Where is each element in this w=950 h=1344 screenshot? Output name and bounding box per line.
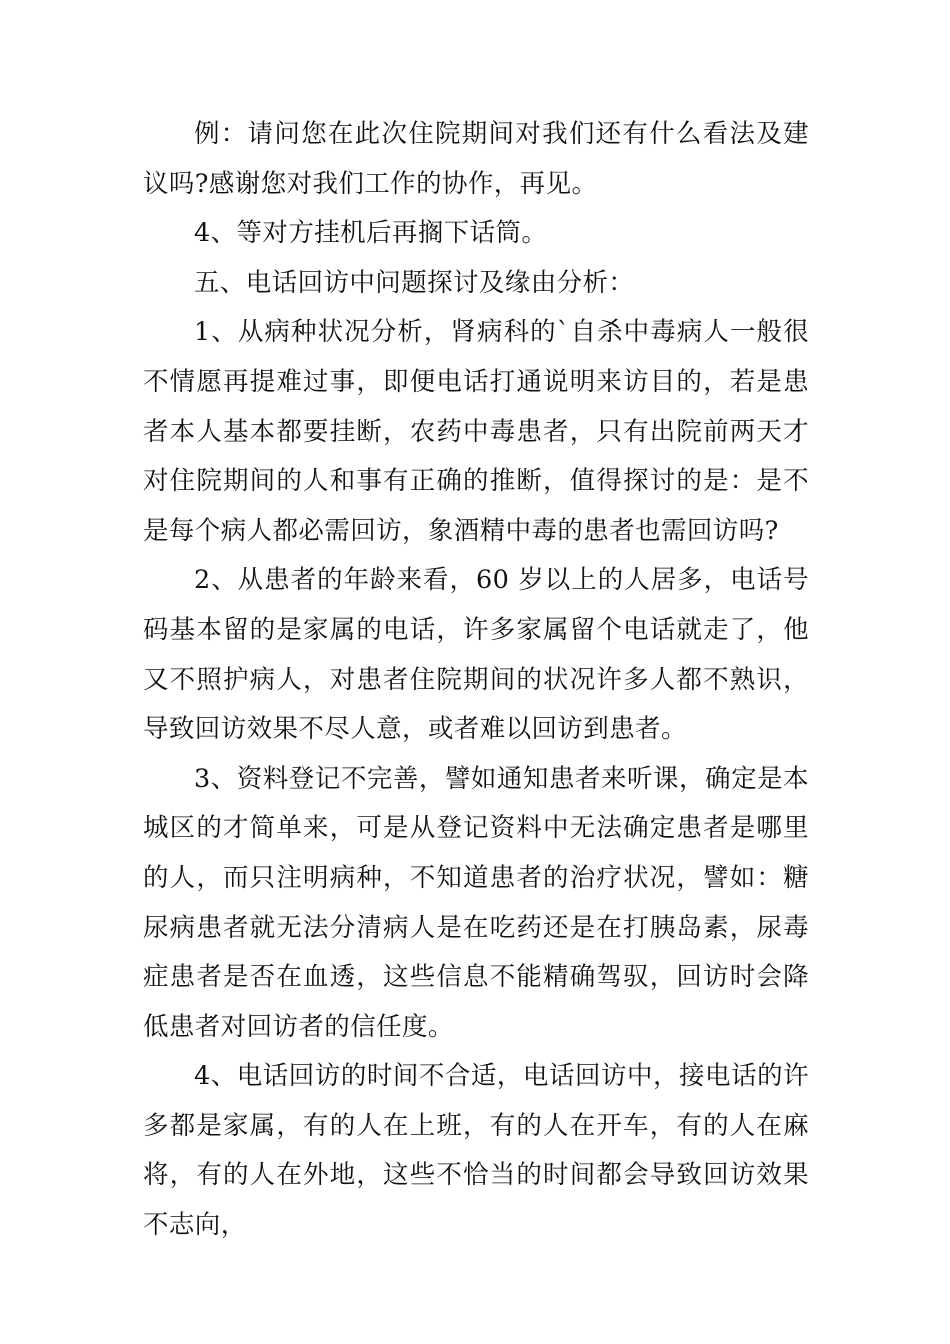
paragraph-issue-2: 2、从患者的年龄来看，60 岁以上的人居多，电话号码基本留的是家属的电话，许多家属留个电话就走了，他又不照护病人，对患者住院期间的状况许多人都不熟识，导致回访效果不尽人意，或者难以回访到患者。 [143, 565, 809, 745]
paragraph-issue-4: 4、电话回访的时间不合适，电话回访中，接电话的许多都是家属，有的人在上班，有的人在开车，有的人在麻将，有的人在外地，这些不恰当的时间都会导致回访效果不志向， [143, 1061, 809, 1241]
section-heading-5: 五、电话回访中问题探讨及缘由分析： [194, 267, 635, 298]
document-body [143, 110, 809, 1251]
paragraph-closing-example: 例：请问您在此次住院期间对我们还有什么看法及建议吗?感谢您对我们工作的协作，再见。 [143, 119, 809, 199]
paragraph-step-4: 4、等对方挂机后再搁下话筒。 [194, 218, 548, 249]
paragraph-issue-3: 3、资料登记不完善，譬如通知患者来听课，确定是本城区的才简单来，可是从登记资料中无法确定患者是哪里的人，而只注明病种，不知道患者的治疗状况，譬如：糖尿病患者就无法分清病人是在吃药还是在打胰岛素，尿毒症患者是否在血透，这些信息不能精确驾驭，回访时会降低患者对回访者的信任度。 [143, 763, 809, 1042]
paragraph-issue-1: 1、从病种状况分析，肾病科的`自杀中毒病人一般很不情愿再提难过事，即便电话打通说明来访目的，若是患者本人基本都要挂断，农药中毒患者，只有出院前两天才对住院期间的人和事有正确的推断，值得探讨的是：是不是每个病人都必需回访，象酒精中毒的患者也需回访吗? [143, 317, 809, 546]
